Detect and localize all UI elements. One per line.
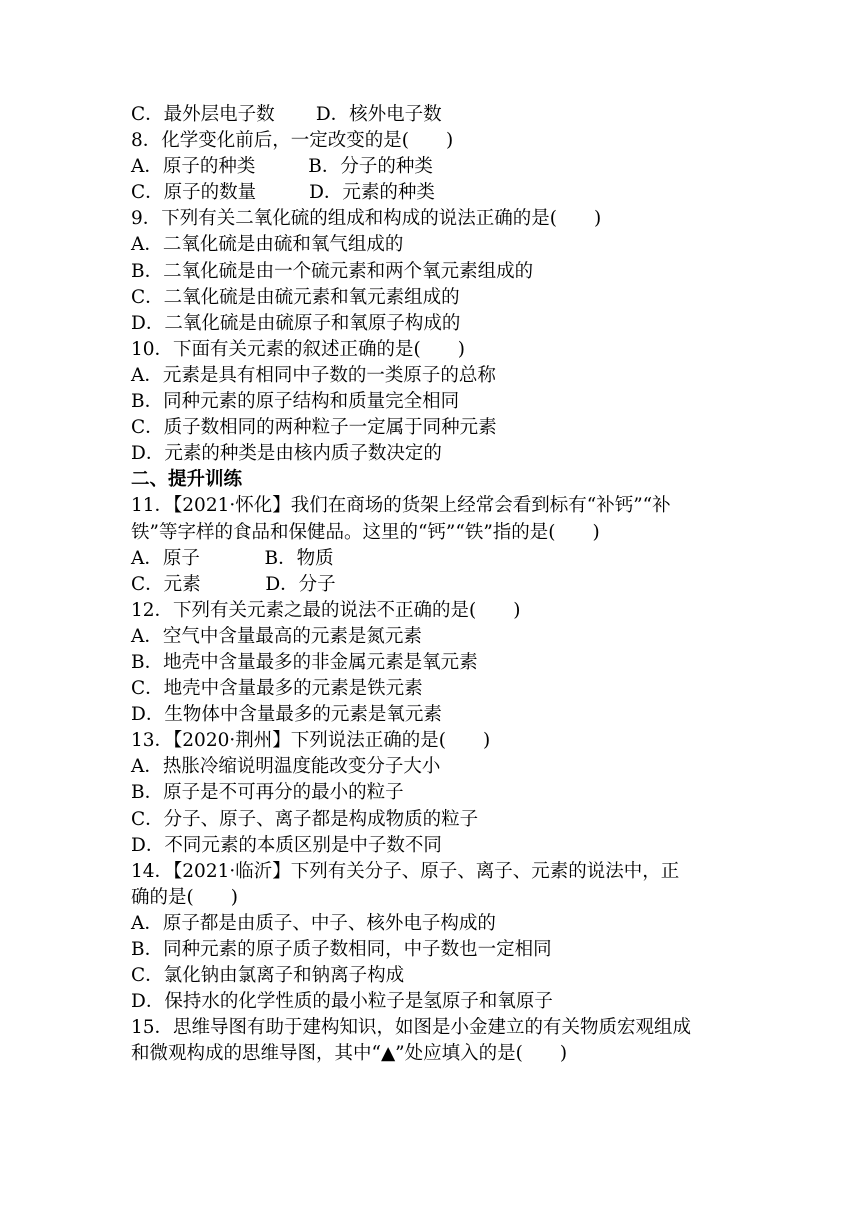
worksheet-page	[131, 102, 741, 1067]
question-text: 铁”等字样的食品和保健品。这里的“钙”“铁”指的是( )	[131, 521, 600, 543]
question-text: 确的是( )	[131, 886, 238, 908]
question-text: 15．思维导图有助于建构知识，如图是小金建立的有关物质宏观组成	[131, 1017, 692, 1039]
answer-option: B．原子是不可再分的最小的粒子	[131, 782, 404, 804]
answer-option: A．热胀冷缩说明温度能改变分子大小	[131, 756, 441, 778]
answer-option: A．元素是具有相同中子数的一类原子的总称	[131, 364, 496, 386]
answer-option: A．原子都是由质子、中子、核外电子构成的	[131, 912, 496, 934]
answer-option: A．原子 B．物质	[131, 547, 334, 569]
worksheet-lines	[131, 102, 741, 1067]
question-text: 10．下面有关元素的叙述正确的是( )	[131, 338, 465, 360]
answer-option: C．原子的数量 D．元素的种类	[131, 182, 435, 204]
answer-option: D．保持水的化学性质的最小粒子是氢原子和氧原子	[131, 991, 553, 1013]
section-heading: 二、提升训练	[131, 469, 243, 491]
question-text: 13．【2020·荆州】下列说法正确的是( )	[131, 730, 491, 752]
question-text: 9．下列有关二氧化硫的组成和构成的说法正确的是( )	[131, 208, 602, 230]
answer-option: A．原子的种类 B．分子的种类	[131, 156, 433, 178]
answer-option: A．空气中含量最高的元素是氮元素	[131, 625, 422, 647]
answer-option: C．二氧化硫是由硫元素和氧元素组成的	[131, 286, 460, 308]
answer-option: B．同种元素的原子质子数相同，中子数也一定相同	[131, 939, 552, 960]
answer-option: C．分子、原子、离子都是构成物质的粒子	[131, 808, 479, 830]
question-text: 12．下列有关元素之最的说法不正确的是( )	[131, 599, 521, 621]
answer-option: C．最外层电子数 D．核外电子数	[131, 104, 442, 125]
question-text: 11．【2021·怀化】我们在商场的货架上经常会看到标有“补钙”“补	[131, 495, 671, 517]
answer-option: C．元素 D．分子	[131, 573, 336, 595]
answer-option: C．地壳中含量最多的元素是铁元素	[131, 678, 423, 700]
answer-option: D．二氧化硫是由硫原子和氧原子构成的	[131, 312, 461, 334]
answer-option: B．二氧化硫是由一个硫元素和两个氧元素组成的	[131, 260, 534, 282]
answer-option: C．质子数相同的两种粒子一定属于同种元素	[131, 417, 497, 439]
answer-option: B．地壳中含量最多的非金属元素是氧元素	[131, 651, 478, 673]
question-text: 14．【2021·临沂】下列有关分子、原子、离子、元素的说法中，正	[131, 860, 680, 882]
answer-option: D．生物体中含量最多的元素是氧元素	[131, 704, 442, 726]
answer-option: A．二氧化硫是由硫和氧气组成的	[131, 234, 404, 256]
answer-option: D．不同元素的本质区别是中子数不同	[131, 834, 442, 856]
question-text: 和微观构成的思维导图，其中“▲”处应填入的是( )	[131, 1043, 568, 1065]
question-text: 8．化学变化前后，一定改变的是( )	[131, 130, 454, 152]
answer-option: B．同种元素的原子结构和质量完全相同	[131, 391, 460, 413]
answer-option: D．元素的种类是由核内质子数决定的	[131, 443, 442, 465]
answer-option: C．氯化钠由氯离子和钠离子构成	[131, 965, 405, 987]
